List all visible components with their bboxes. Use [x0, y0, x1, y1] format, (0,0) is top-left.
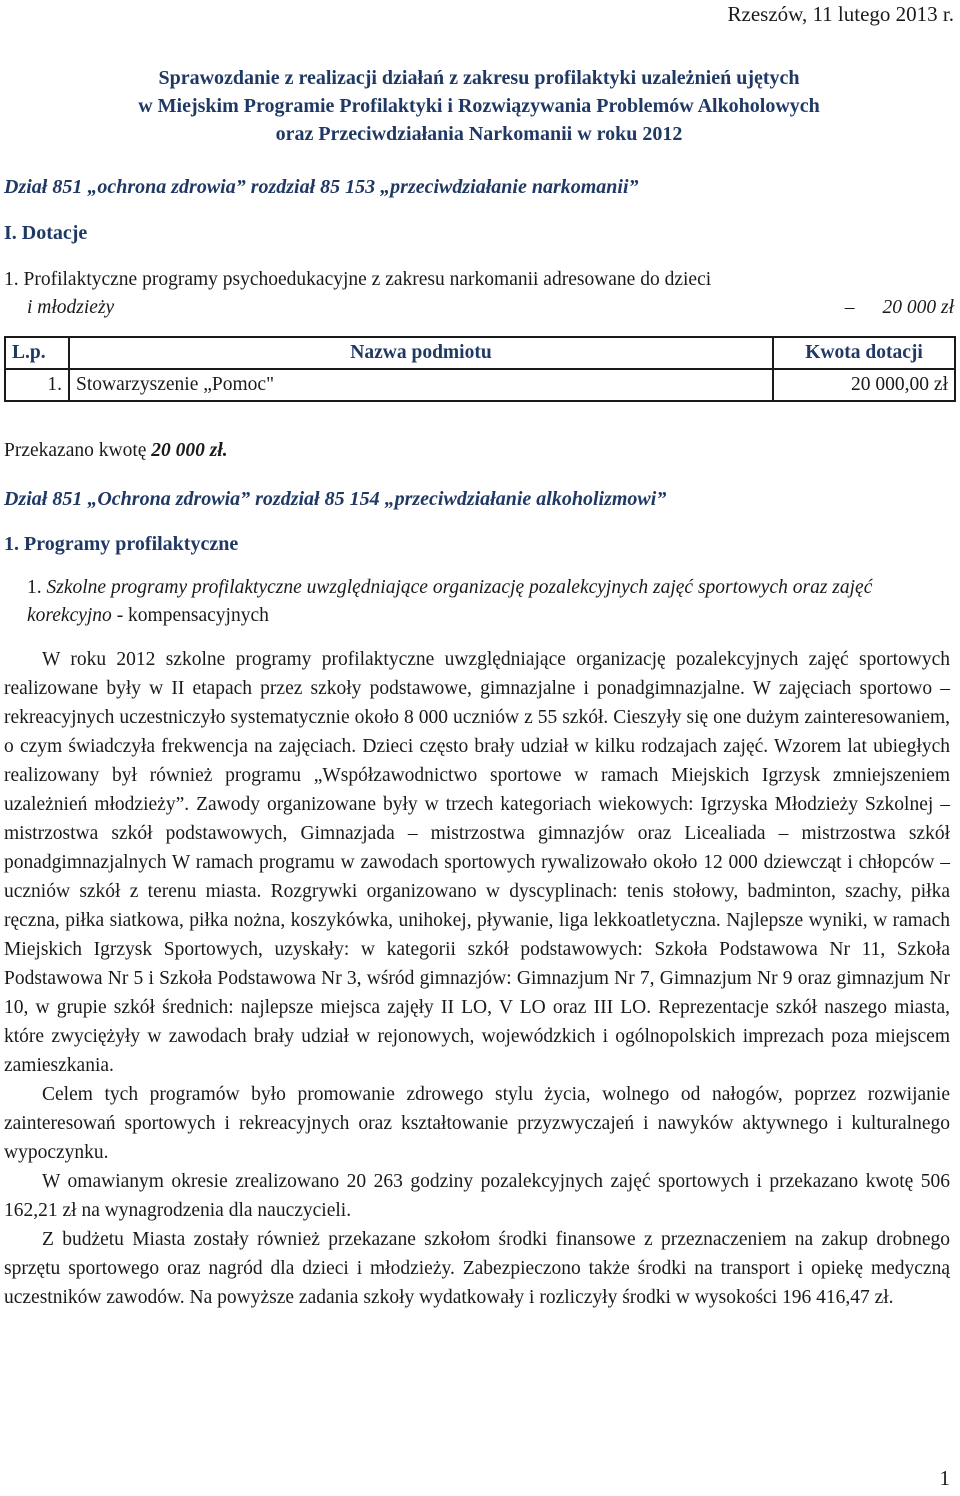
section1-dzial-heading: Dział 851 „ochrona zdrowia” rozdział 85 153 „przeciwdziałanie narkomanii” [4, 176, 639, 198]
header-name: Nazwa podmiotu [69, 337, 773, 369]
section2-dzial-heading: Dział 851 „Ochrona zdrowia” rozdział 85 154 „przeciwdziałanie alkoholizmowi” [4, 488, 667, 510]
section1-heading: I. Dotacje [4, 222, 88, 244]
program-amount: 20 000 zł [882, 297, 954, 318]
paragraph-4: Z budżetu Miasta zostały również przekazane szkołom środki finansowe z przeznaczeniem na zakup drobnego sprzętu sportowego oraz nagród dla dzieci i młodzieży. Zabezpieczono także środki na transport i opiekę medyczną uczestników zawodów. Na powyższe zadania szkoły wydatkowały i rozliczyły środki w wysokości 196 416,47 zł. [4, 1229, 950, 1308]
document-title [4, 64, 954, 148]
document-date: Rzeszów, 11 lutego 2013 r. [727, 2, 954, 26]
program-line-2-text: i młodzieży [27, 297, 115, 318]
title-line-2: w Miejskim Programie Profilaktyki i Rozwiązywania Problemów Alkoholowych [138, 95, 820, 117]
section2-body [4, 645, 950, 1312]
header-lp: L.p. [5, 337, 69, 369]
subheading-text: Szkolne programy profilaktyczne uwzględniające organizację pozalekcyjnych zajęć sportowych oraz zajęć korekcyjno [27, 577, 873, 626]
cell-lp: 1. [5, 369, 69, 401]
cell-name: Stowarzyszenie „Pomoc" [69, 369, 773, 401]
page-number: 1 [939, 1466, 950, 1490]
subheading-tail: - kompensacyjnych [111, 605, 269, 626]
table-row [5, 369, 955, 401]
paragraph-3: W omawianym okresie zrealizowano 20 263 godziny pozalekcyjnych zajęć sportowych i przekazano kwotę 506 162,21 zł na wynagrodzenia dla nauczycieli. [4, 1171, 950, 1221]
program-line-2 [4, 294, 954, 322]
grants-table [4, 336, 956, 402]
grants-table-header-row [5, 337, 955, 369]
title-line-3: oraz Przeciwdziałania Narkomanii w roku 2012 [275, 123, 683, 145]
cell-amount: 20 000,00 zł [773, 369, 955, 401]
subheading-number: 1. [27, 577, 47, 598]
transferred-amount-line [4, 440, 228, 462]
program-amount-wrap [845, 294, 954, 322]
transferred-amount: 20 000 zł. [151, 440, 228, 461]
program-dash: – [844, 297, 855, 318]
paragraph-2: Celem tych programów było promowanie zdrowego stylu życia, wolnego od nałogów, poprzez rozwijanie zainteresowań sportowych i rekreacyjnych oraz kształtowanie przyzwyczajeń i nawyków aktywnego i kulturalnego wypoczynku. [4, 1084, 950, 1163]
header-amount: Kwota dotacji [773, 337, 955, 369]
paragraph-1: W roku 2012 szkolne programy profilaktyczne uwzględniające organizację pozalekcyjnych zajęć sportowych realizowane były w II etapach przez szkoły podstawowe, gimnazjalne i ponadgimnazjalne. W zajęciach sportowo – rekreacyjnych uczestniczyło systematycznie około 8 000 uczniów z 55 szkół. Cieszyły się one dużym zainteresowaniem, o czym świadczyła frekwencja na zajęciach. Dzieci często brały udział w kilku rodzajach zajęć. Wzorem lat ubiegłych realizowany był również programu „Współzawodnictwo sportowe w ramach Miejskich Igrzysk zmniejszeniem uzależnień młodzieży”. Zawody organizowane były w trzech kategoriach wiekowych: Igrzyska Młodzieży Szkolnej – mistrzostwa szkół podstawowych, Gimnazjada – mistrzostwa gimnazjów oraz Licealiada – mistrzostwa szkół ponadgimnazjalnych W ramach programu w zawodach sportowych rywalizowało około 12 000 dziewcząt i chłopców – uczniów szkół z terenu miasta. Rozgrywki organizowano w dyscyplinach: tenis stołowy, badminton, szachy, piłka ręczna, piłka siatkowa, piłka nożna, koszykówka, unihokej, pływanie, liga lekkoatletyczna. Najlepsze wyniki, w ramach Miejskich Igrzysk Sportowych, uzyskały: w kategorii szkół podstawowych: Szkoła Podstawowa Nr 11, Szkoła Podstawowa Nr 5 i Szkoła Podstawowa Nr 3, wśród gimnazjów: Gimnazjum Nr 7, Gimnazjum Nr 9 oraz gimnazjum Nr 10, w grupie szkół średnich: najlepsze miejsca zajęły II LO, V LO oraz III LO. Reprezentacje szkół naszego miasta, które zwyciężyły w zawodach brały udział w rejonowych, wojewódzkich i ogólnopolskich imprezach poza miejscem zamieszkania. [4, 649, 950, 1076]
section2-subheading [27, 574, 952, 630]
title-line-1: Sprawozdanie z realizacji działań z zakresu profilaktyki uzależnień ujętych [158, 67, 800, 89]
section1-program [4, 266, 954, 322]
transferred-prefix: Przekazano kwotę [4, 440, 152, 461]
section2-heading: 1. Programy profilaktyczne [4, 533, 239, 555]
program-line-1: 1. Profilaktyczne programy psychoedukacyjne z zakresu narkomanii adresowane do dzieci [4, 269, 712, 290]
